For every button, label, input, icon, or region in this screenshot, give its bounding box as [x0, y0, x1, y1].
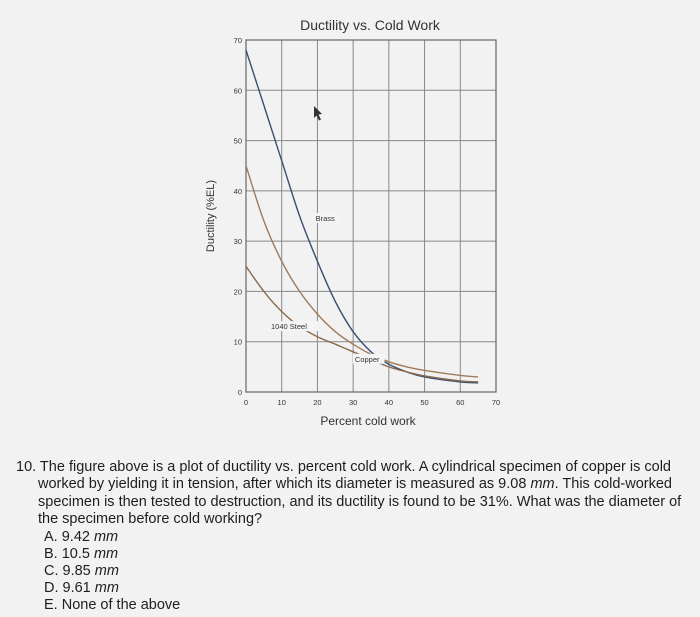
answer-choice[interactable] [44, 580, 690, 597]
choice-unit: mm [90, 580, 119, 597]
curve-label: Brass [315, 214, 335, 224]
choice-unit: mm [89, 528, 119, 545]
choice-value: 10.5 [57, 545, 90, 562]
choice-value: None of the above [57, 597, 181, 614]
y-tick-label: 30 [233, 237, 242, 247]
question-block [16, 459, 690, 615]
x-tick-label: 60 [456, 398, 465, 407]
x-tick-label: 70 [491, 398, 501, 407]
answer-choice[interactable] [44, 529, 690, 546]
choice-letter: B. [44, 545, 58, 562]
chart-title: Ductility vs. Cold Work [300, 17, 440, 33]
series-line-brass [246, 50, 478, 383]
y-axis-label: Ductility (%EL) [205, 179, 217, 253]
y-tick-label: 20 [233, 287, 242, 297]
choice-unit: mm [90, 563, 119, 579]
curve-label: Copper [354, 354, 380, 364]
x-tick-labels [244, 398, 500, 407]
x-tick-label: 10 [277, 398, 286, 407]
x-tick-label: 0 [243, 398, 249, 407]
choice-unit: mm [89, 545, 119, 562]
x-tick-label: 40 [384, 398, 394, 407]
x-axis-label: Percent cold work [320, 414, 416, 428]
x-tick-label: 50 [420, 398, 429, 407]
choice-value: 9.85 [58, 563, 91, 579]
x-tick-label: 30 [348, 398, 358, 407]
series-line-copper [246, 166, 478, 377]
y-tick-label: 40 [233, 186, 242, 196]
answer-choice[interactable] [44, 546, 690, 563]
answer-choices [16, 529, 690, 615]
choice-value: 9.42 [57, 528, 90, 545]
answer-choice[interactable] [44, 597, 690, 614]
choice-letter: A. [44, 528, 58, 545]
x-tick-label: 20 [313, 398, 322, 407]
answer-choice[interactable] [44, 563, 690, 580]
y-tick-label: 0 [237, 388, 242, 397]
choice-value: 9.61 [58, 580, 91, 597]
curve-label: 1040 Steel [271, 322, 307, 332]
choice-letter: D. [44, 580, 59, 597]
y-tick-label: 60 [233, 86, 242, 96]
plot-frame [246, 40, 496, 392]
question-text: 10. The figure above is a plot of ductility vs. percent cold work. A cylindrical specimen of copper is cold worked by yielding it in tension, after which its diameter is measured as 9.08 mm. This cold-worked specimen is then tested to destruction, and its ductility is found to be 31%. What was the diameter of the specimen before cold working? [16, 459, 682, 528]
choice-letter: C. [44, 563, 59, 579]
series-lines [246, 50, 478, 383]
y-tick-label: 70 [233, 36, 242, 45]
choice-letter: E. [44, 597, 58, 614]
y-tick-labels [234, 36, 242, 397]
y-tick-label: 10 [233, 337, 242, 347]
y-tick-label: 50 [233, 136, 242, 146]
cursor-icon [314, 106, 322, 121]
gridlines [246, 40, 496, 392]
